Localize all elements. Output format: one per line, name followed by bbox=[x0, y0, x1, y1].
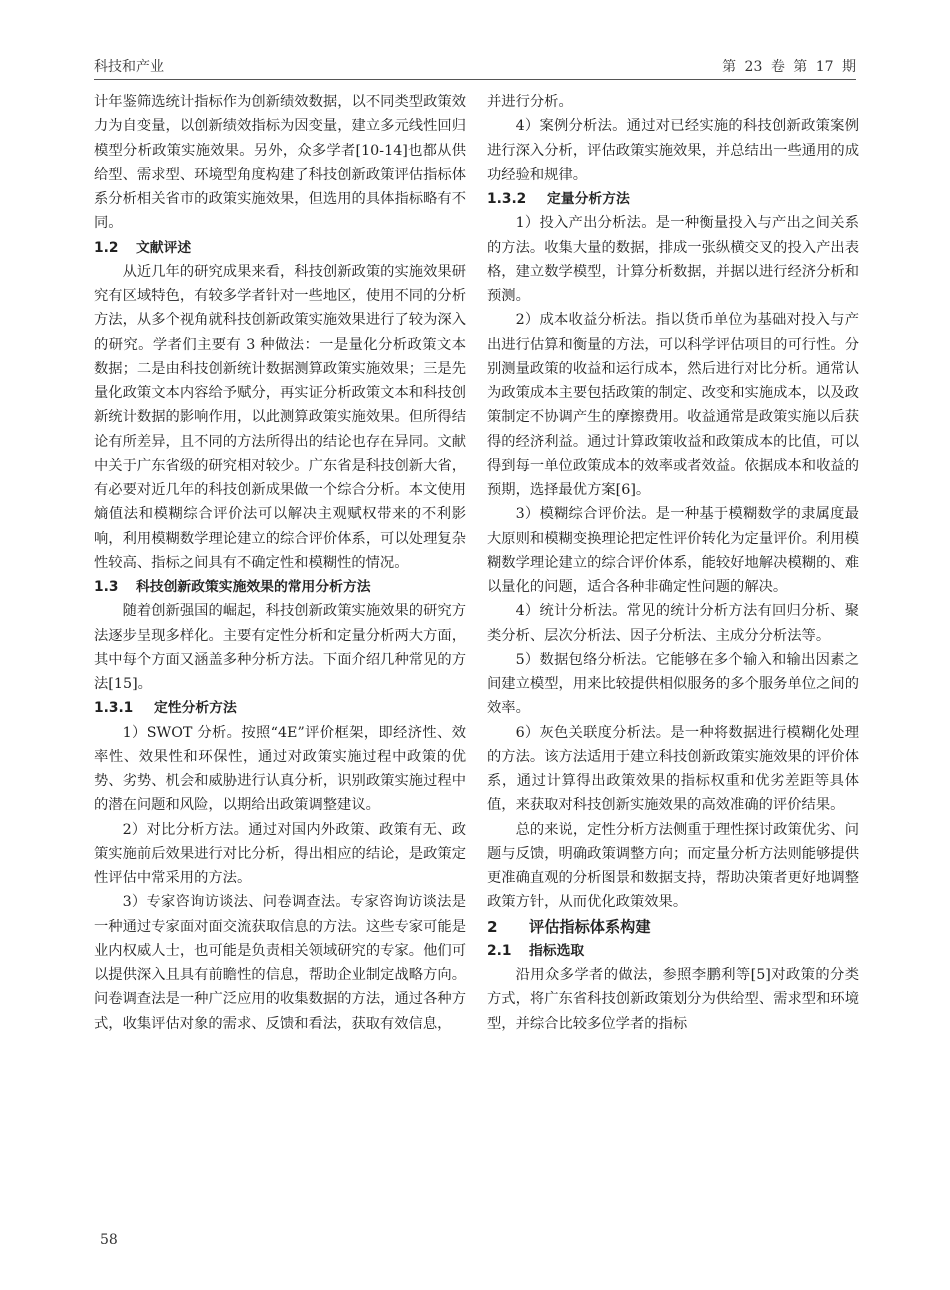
case-analysis-paragraph: 4）案例分析法。通过对已经实施的科技创新政策案例进行深入分析，评估政策实施效果，并总结出一些通用的成功经验和规律。 bbox=[487, 118, 859, 183]
section-number: 2 bbox=[487, 917, 498, 936]
swot-paragraph: 1）SWOT 分析。按照“4E”评价框架，即经济性、效率性、效果性和环保性，通过对政策实施过程中政策的优势、劣势、机会和威胁进行认真分析，识别政策实施过程中的潜在问题和风险，以期给出政策调整建议。 bbox=[94, 724, 466, 814]
dea-paragraph: 5）数据包络分析法。它能够在多个输入和输出因素之间建立模型，用来比较提供相似服务的多个服务单位之间的效率。 bbox=[487, 651, 859, 717]
section-title: 定量分析方法 bbox=[547, 191, 630, 207]
expert-survey-paragraph: 3）专家咨询访谈法、问卷调查法。专家咨询访谈法是一种通过专家面对面交流获取信息的方法。这些专家可能是业内权威人士，也可能是负责相关领域研究的专家。他们可以提供深入且具有前瞻性的信息，帮助企业制定战略方向。问卷调查法是一种广泛应用的收集数据的方法，通过各种方式，收集评估对象的需求、反馈和看法，获取有效信息， bbox=[94, 894, 466, 1032]
section-number: 1.3 bbox=[94, 579, 119, 595]
indicator-selection-paragraph: 沿用众多学者的做法，参照李鹏利等[5]对政策的分类方式，将广东省科技创新政策划分为供给型、需求型和环境型，并综合比较多位学者的指标 bbox=[487, 967, 859, 1032]
section-title: 定性分析方法 bbox=[154, 700, 237, 717]
section-number: 1.3.2 bbox=[487, 191, 527, 207]
section-number: 1.2 bbox=[94, 239, 119, 256]
page-number: 58 bbox=[100, 1232, 118, 1248]
section-title: 指标选取 bbox=[529, 942, 585, 959]
methods-intro-paragraph: 随着创新强国的崛起，科技创新政策实施效果的研究方法逐步呈现多样化。主要有定性分析和定量分析两大方面，其中每个方面又涵盖多种分析方法。下面介绍几种常见的方法[15]。 bbox=[94, 603, 466, 692]
section-1-3-heading bbox=[94, 575, 466, 599]
section-1-3-1-heading bbox=[94, 696, 466, 720]
section-2-heading bbox=[487, 915, 859, 939]
input-output-paragraph: 1）投入产出分析法。是一种衡量投入与产出之间关系的方法。收集大量的数据，排成一张纵横交叉的投入产出表格，建立数学模型，计算分析数据，并据以进行经济分析和预测。 bbox=[487, 215, 859, 304]
right-column bbox=[487, 90, 859, 1036]
journal-name: 科技和产业 bbox=[94, 59, 164, 75]
issue-info: 第 23 卷 第 17 期 bbox=[722, 59, 856, 75]
grey-relational-paragraph: 6）灰色关联度分析法。是一种将数据进行模糊化处理的方法。该方法适用于建立科技创新政策实施效果的评价体系，通过计算得出政策效果的指标权重和优劣差距等具体值，来获取对科技创新实施效果的高效准确的评价结果。 bbox=[487, 724, 859, 814]
cost-benefit-paragraph: 2）成本收益分析法。指以货币单位为基础对投入与产出进行估算和衡量的方法，可以科学评估项目的可行性。分别测量政策的收益和运行成本，然后进行对比分析。通常认为政策成本主要包括政策的制定、改变和实施成本，以及政策制定不协调产生的摩擦费用。收益通常是政策实施以后获得的经济利益。通过计算政策收益和政策成本的比值，可以得到每一单位政策成本的效率或者效益。依据成本和收益的预期，选择最优方案[6]。 bbox=[487, 312, 859, 498]
intro-paragraph: 计年鉴筛选统计指标作为创新绩效数据，以不同类型政策效力为自变量，以创新绩效指标为因变量，建立多元线性回归模型分析政策实施效果。另外，众多学者[10-14]也都从供给型、需求型、环境型角度构建了科技创新政策评估指标体系分析相关省市的政策实施效果，但选用的具体指标略有不同。 bbox=[94, 94, 466, 232]
section-number: 2.1 bbox=[487, 942, 512, 959]
review-paragraph: 从近几年的研究成果来看，科技创新政策的实施效果研究有区域特色，有较多学者针对一些地区，使用不同的分析方法，从多个视角就科技创新政策实施效果进行了较为深入的研究。学者们主要有 3 种做法：一是量化分析政策文本数据；二是由科技创新统计数据测算政策实施效果；三是先量化政策文本内容给予赋分，再实证分析政策文本和科技创新统计数据的影响作用，以此测算政策实施效果。但所得结论有所差异，且不同的方法所得出的结论也存在异同。文献中关于广东省级的研究相对较少。广东省是科技创新大省，有必要对近几年的科技创新成果做一个综合分析。本文使用熵值法和模糊综合评价法可以解决主观赋权带来的不利影响，利用模糊数学理论建立的综合评价体系，可以处理复杂性较高、指标之间具有不确定性和模糊性的情况。 bbox=[94, 263, 466, 571]
section-1-2-heading bbox=[94, 236, 466, 260]
statistical-analysis-paragraph: 4）统计分析法。常见的统计分析方法有回归分析、聚类分析、层次分析法、因子分析法、主成分分析法等。 bbox=[487, 603, 859, 644]
fuzzy-evaluation-paragraph: 3）模糊综合评价法。是一种基于模糊数学的隶属度最大原则和模糊变换理论把定性评价转化为定量评价。利用模糊数学理论建立的综合评价体系，能较好地解决模糊的、难以量化的问题，适合各种非确定性问题的解决。 bbox=[487, 506, 859, 595]
section-2-1-heading bbox=[487, 939, 859, 963]
left-column bbox=[94, 90, 466, 1036]
section-title: 科技创新政策实施效果的常用分析方法 bbox=[136, 579, 371, 595]
continuation-text: 并进行分析。 bbox=[487, 94, 573, 110]
section-title: 评估指标体系构建 bbox=[529, 917, 651, 936]
section-number: 1.3.1 bbox=[94, 700, 134, 717]
summary-paragraph: 总的来说，定性分析方法侧重于理性探讨政策优劣、问题与反馈，明确政策调整方向；而定量分析方法则能够提供更准确直观的分析图景和数据支持，帮助决策者更好地调整政策方针，从而优化政策效果。 bbox=[487, 821, 859, 911]
comparison-paragraph: 2）对比分析方法。通过对国内外政策、政策有无、政策实施前后效果进行对比分析，得出相应的结论，是政策定性评估中常采用的方法。 bbox=[94, 821, 466, 886]
header-rule bbox=[94, 79, 856, 80]
section-title: 文献评述 bbox=[136, 239, 192, 256]
section-1-3-2-heading bbox=[487, 187, 859, 211]
